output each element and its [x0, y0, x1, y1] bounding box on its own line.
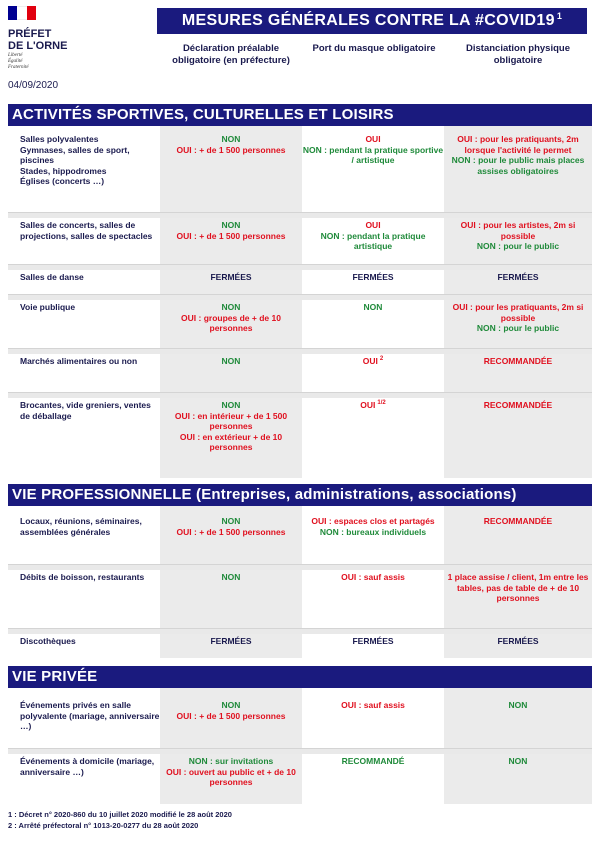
- prefect-name: PRÉFET DE L'ORNE: [8, 28, 68, 52]
- row-label-line: Salles polyvalentes: [20, 134, 99, 144]
- row-label-line: Salles de concerts, salles de projections, salles de spectacles: [20, 220, 153, 241]
- row-label: [20, 756, 160, 777]
- measure-value: RECOMMANDÉE: [483, 400, 553, 410]
- measure-cell-c1: [160, 572, 302, 583]
- measure-value: FERMÉES: [497, 272, 539, 282]
- measure-value: RECOMMANDÉE: [483, 356, 553, 366]
- document-date: 04/09/2020: [8, 80, 59, 91]
- measure-value: NON: [221, 220, 241, 230]
- row-label-line: Discothèques: [20, 636, 76, 646]
- title-footnote-ref: 1: [556, 10, 563, 21]
- row-separator: [8, 628, 592, 634]
- measure-cell-c3: [444, 220, 592, 252]
- section-title: ACTIVITÉS SPORTIVES, CULTURELLES ET LOISIRS: [8, 104, 592, 126]
- row-separator: [8, 748, 592, 754]
- measure-value: OUI : + de 1 500 personnes: [176, 710, 286, 721]
- measure-cell-c3: [444, 572, 592, 604]
- measure-value: NON : pendant la pratique artistique: [320, 230, 426, 251]
- row-separator: [8, 564, 592, 570]
- measure-cell-c1: [160, 400, 302, 453]
- row-label-line: Locaux, réunions, séminaires, assemblées générales: [20, 516, 142, 537]
- measure-value: NON : pour le public: [476, 241, 560, 251]
- measure-cell-c2: [302, 572, 444, 583]
- row-label: [20, 134, 160, 187]
- republic-motto: Liberté Égalité Fraternité: [8, 53, 29, 70]
- measure-value: NON: [508, 756, 528, 766]
- measure-cell-c2: [302, 400, 444, 411]
- measure-value: OUI : pour les artistes, 2m si possible: [460, 220, 576, 241]
- row-label-line: Marchés alimentaires ou non: [20, 356, 138, 366]
- measure-value: OUI : groupes de + de 10 personnes: [181, 312, 281, 333]
- measure-cell-c3: [444, 134, 592, 176]
- row-label-line: Églises (concerts …): [20, 176, 105, 186]
- measure-value: NON: [221, 302, 241, 312]
- measure-cell-c3: [444, 400, 592, 411]
- measure-value: OUI : sauf assis: [341, 572, 405, 582]
- row-label: [20, 700, 160, 732]
- measure-value: OUI : + de 1 500 personnes: [176, 144, 286, 155]
- row-separator: [8, 348, 592, 354]
- row-label-line: Stades, hippodromes: [20, 165, 107, 176]
- measure-value: NON : pendant la pratique sportive / artistique: [302, 144, 444, 165]
- measure-value: NON: [221, 400, 241, 410]
- measure-value: 1 place assise / client, 1m entre les tables, pas de table de + de 10 personnes: [447, 572, 589, 603]
- footnotes: [8, 809, 232, 831]
- row-separator: [8, 212, 592, 218]
- measure-value: NON : bureaux individuels: [319, 526, 427, 537]
- measure-value: NON: [221, 134, 241, 144]
- measure-value: OUI : en intérieur + de 1 500 personnes: [174, 410, 288, 431]
- measure-cell-c3: [444, 700, 592, 711]
- measure-value: OUI: [365, 220, 381, 230]
- measure-value: OUI : pour les pratiquants, 2m si possible: [452, 302, 584, 323]
- measure-value: FERMÉES: [210, 272, 252, 282]
- measure-cell-c2: [302, 134, 444, 166]
- column-header-distancing: Distanciation physique obligatoire: [466, 43, 570, 66]
- measure-value: OUI : sauf assis: [341, 700, 405, 710]
- measure-cell-c1: [160, 220, 302, 241]
- footnote-ref: 2: [379, 356, 384, 363]
- measure-value: NON: [221, 516, 241, 526]
- measure-value: NON: [221, 572, 241, 582]
- row-label: [20, 302, 160, 313]
- measure-cell-c2: [302, 636, 444, 647]
- measure-cell-c2: [302, 302, 444, 313]
- row-label-line: Gymnases, salles de sport, piscines: [20, 144, 130, 165]
- measure-value: NON: [508, 700, 528, 710]
- measure-cell-c1: [160, 272, 302, 283]
- row-label-line: Salles de danse: [20, 272, 84, 282]
- measure-value: NON : pour le public mais places assises obligatoires: [451, 155, 585, 176]
- row-label: [20, 272, 160, 283]
- column-header-mask: Port du masque obligatoire: [312, 43, 436, 54]
- footnote-ref: 1/2: [377, 400, 386, 407]
- row-separator: [8, 392, 592, 398]
- measure-value: OUI: [365, 134, 381, 144]
- footnote-2: 2 : Arrêté préfectoral n° 1013-20-0277 du 28 août 2020: [8, 821, 199, 830]
- measure-cell-c2: [302, 516, 444, 537]
- row-label: [20, 220, 160, 241]
- row-label-line: Événements à domicile (mariage, anniversaire …): [20, 756, 155, 777]
- measure-cell-c3: [444, 356, 592, 367]
- measure-value: FERMÉES: [352, 272, 394, 282]
- measure-value: OUI : en extérieur + de 10 personnes: [179, 431, 283, 452]
- measure-cell-c1: [160, 516, 302, 537]
- measure-cell-c1: [160, 302, 302, 334]
- row-separator: [8, 294, 592, 300]
- measure-cell-c1: [160, 700, 302, 721]
- measure-value: RECOMMANDÉ: [341, 756, 405, 766]
- section-title: VIE PROFESSIONNELLE (Entreprises, administrations, associations): [8, 484, 592, 506]
- measure-cell-c1: [160, 636, 302, 647]
- measure-value: FERMÉES: [210, 636, 252, 646]
- measure-cell-c3: [444, 636, 592, 647]
- measure-cell-c2: [302, 220, 444, 252]
- measure-cell-c1: [160, 756, 302, 788]
- measure-value: NON: [363, 302, 383, 312]
- measure-cell-c3: [444, 516, 592, 527]
- measure-value: OUI : ouvert au public et + de 10 personnes: [166, 766, 296, 787]
- measure-cell-c3: [444, 302, 592, 334]
- row-label-line: Brocantes, vide greniers, ventes de déballage: [20, 400, 151, 421]
- measure-value: NON: [221, 356, 241, 366]
- column-header-declaration: Déclaration préalable obligatoire (en préfecture): [172, 43, 290, 66]
- row-separator: [8, 264, 592, 270]
- measure-cell-c3: [444, 756, 592, 767]
- measure-value: NON : sur invitations: [188, 756, 274, 766]
- measure-cell-c2: [302, 756, 444, 767]
- measure-value: FERMÉES: [497, 636, 539, 646]
- measure-value: OUI : + de 1 500 personnes: [176, 526, 286, 537]
- row-label: [20, 356, 160, 367]
- row-label-line: Événements privés en salle polyvalente (mariage, anniversaire …): [20, 700, 160, 731]
- row-label: [20, 516, 160, 537]
- row-label: [20, 636, 160, 647]
- measure-cell-c2: [302, 272, 444, 283]
- measure-value: OUI $^{1/2}$: [360, 400, 386, 410]
- french-flag-icon: [8, 6, 36, 20]
- measure-value: OUI : espaces clos et partagés: [311, 516, 435, 526]
- measure-cell-c3: [444, 272, 592, 283]
- measure-value: NON : pour le public: [476, 323, 560, 333]
- measure-value: FERMÉES: [352, 636, 394, 646]
- measure-cell-c2: [302, 356, 444, 367]
- measure-cell-c1: [160, 356, 302, 367]
- row-label-line: Débits de boisson, restaurants: [20, 572, 145, 582]
- footnote-1: 1 : Décret n° 2020-860 du 10 juillet 2020 modifié le 28 août 2020: [8, 810, 232, 819]
- measure-cell-c1: [160, 134, 302, 155]
- page-title: MESURES GÉNÉRALES CONTRE LA #COVID19 $^1$: [157, 8, 587, 34]
- measure-value: OUI $^2$: [362, 356, 384, 366]
- measure-value: NON: [221, 700, 241, 710]
- measure-value: RECOMMANDÉE: [483, 516, 553, 526]
- measure-value: OUI : pour les pratiquants, 2m lorsque l'activité le permet: [457, 134, 579, 155]
- measure-value: OUI : + de 1 500 personnes: [176, 230, 286, 241]
- section-title: VIE PRIVÉE: [8, 666, 592, 688]
- row-label: [20, 572, 160, 583]
- row-label: [20, 400, 160, 421]
- measure-cell-c2: [302, 700, 444, 711]
- row-label-line: Voie publique: [20, 302, 76, 312]
